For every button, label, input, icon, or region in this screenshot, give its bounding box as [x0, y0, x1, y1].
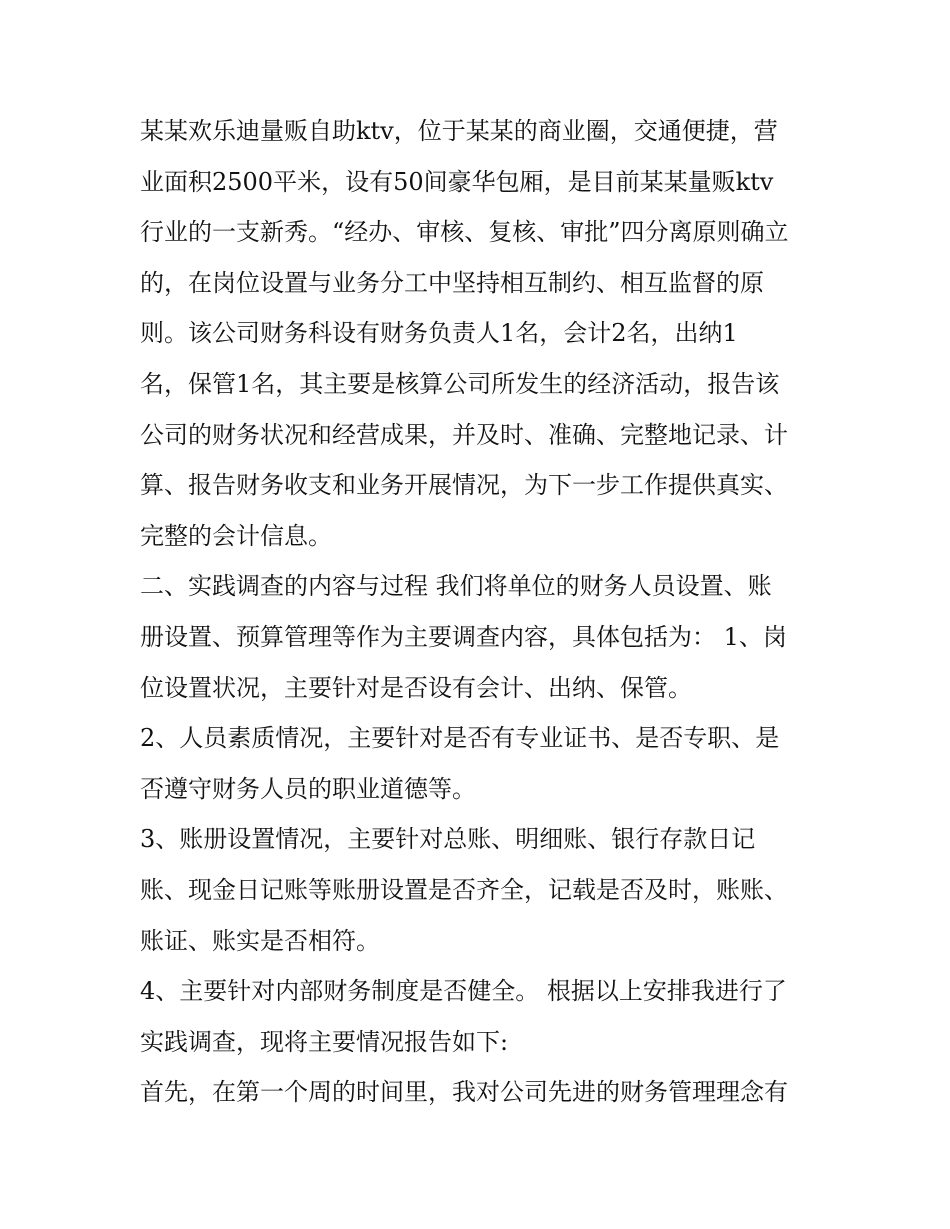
text-line: 名，保管1名，其主要是核算公司所发生的经济活动，报告该	[140, 369, 780, 398]
text-line: 2、人员素质情况，主要针对是否有专业证书、是否专职、是	[140, 724, 780, 753]
text-line: 位设置状况，主要针对是否设有会计、出纳、保管。	[140, 673, 692, 702]
text-line: 某某欢乐迪量贩自助ktv，位于某某的商业圈，交通便捷，营	[140, 117, 778, 145]
text-line: 的，在岗位设置与业务分工中坚持相互制约、相互监督的原	[140, 268, 764, 297]
text-line: 册设置、预算管理等作为主要调查内容，具体包括为： 1、岗	[140, 622, 787, 651]
text-line: 账证、账实是否相符。	[140, 926, 380, 955]
text-line: 业面积2500平米，设有50间豪华包厢，是目前某某量贩ktv	[140, 167, 774, 196]
text-line: 则。该公司财务科设有财务负责人1名，会计2名，出纳1	[140, 319, 738, 348]
text-line: 首先，在第一个周的时间里，我对公司先进的财务管理理念有	[140, 1078, 788, 1107]
text-line: 实践调查，现将主要情况报告如下:	[140, 1027, 509, 1056]
text-line: 否遵守财务人员的职业道德等。	[140, 774, 476, 803]
text-line: 算、报告财务收支和业务开展情况，为下一步工作提供真实、	[140, 471, 788, 500]
text-line: 4、主要针对内部财务制度是否健全。 根据以上安排我进行了	[140, 977, 787, 1006]
text-line: 二、实践调查的内容与过程 我们将单位的财务人员设置、账	[140, 572, 772, 601]
text-line: 3、账册设置情况，主要针对总账、明细账、银行存款日记	[140, 825, 756, 854]
text-line: 账、现金日记账等账册设置是否齐全，记载是否及时，账账、	[140, 875, 788, 904]
text-line: 行业的一支新秀。“经办、审核、复核、审批”四分离原则确立	[140, 218, 789, 247]
text-line: 完整的会计信息。	[140, 521, 332, 550]
document-body	[140, 106, 815, 1118]
text-line: 公司的财务状况和经营成果，并及时、准确、完整地记录、计	[140, 420, 788, 449]
